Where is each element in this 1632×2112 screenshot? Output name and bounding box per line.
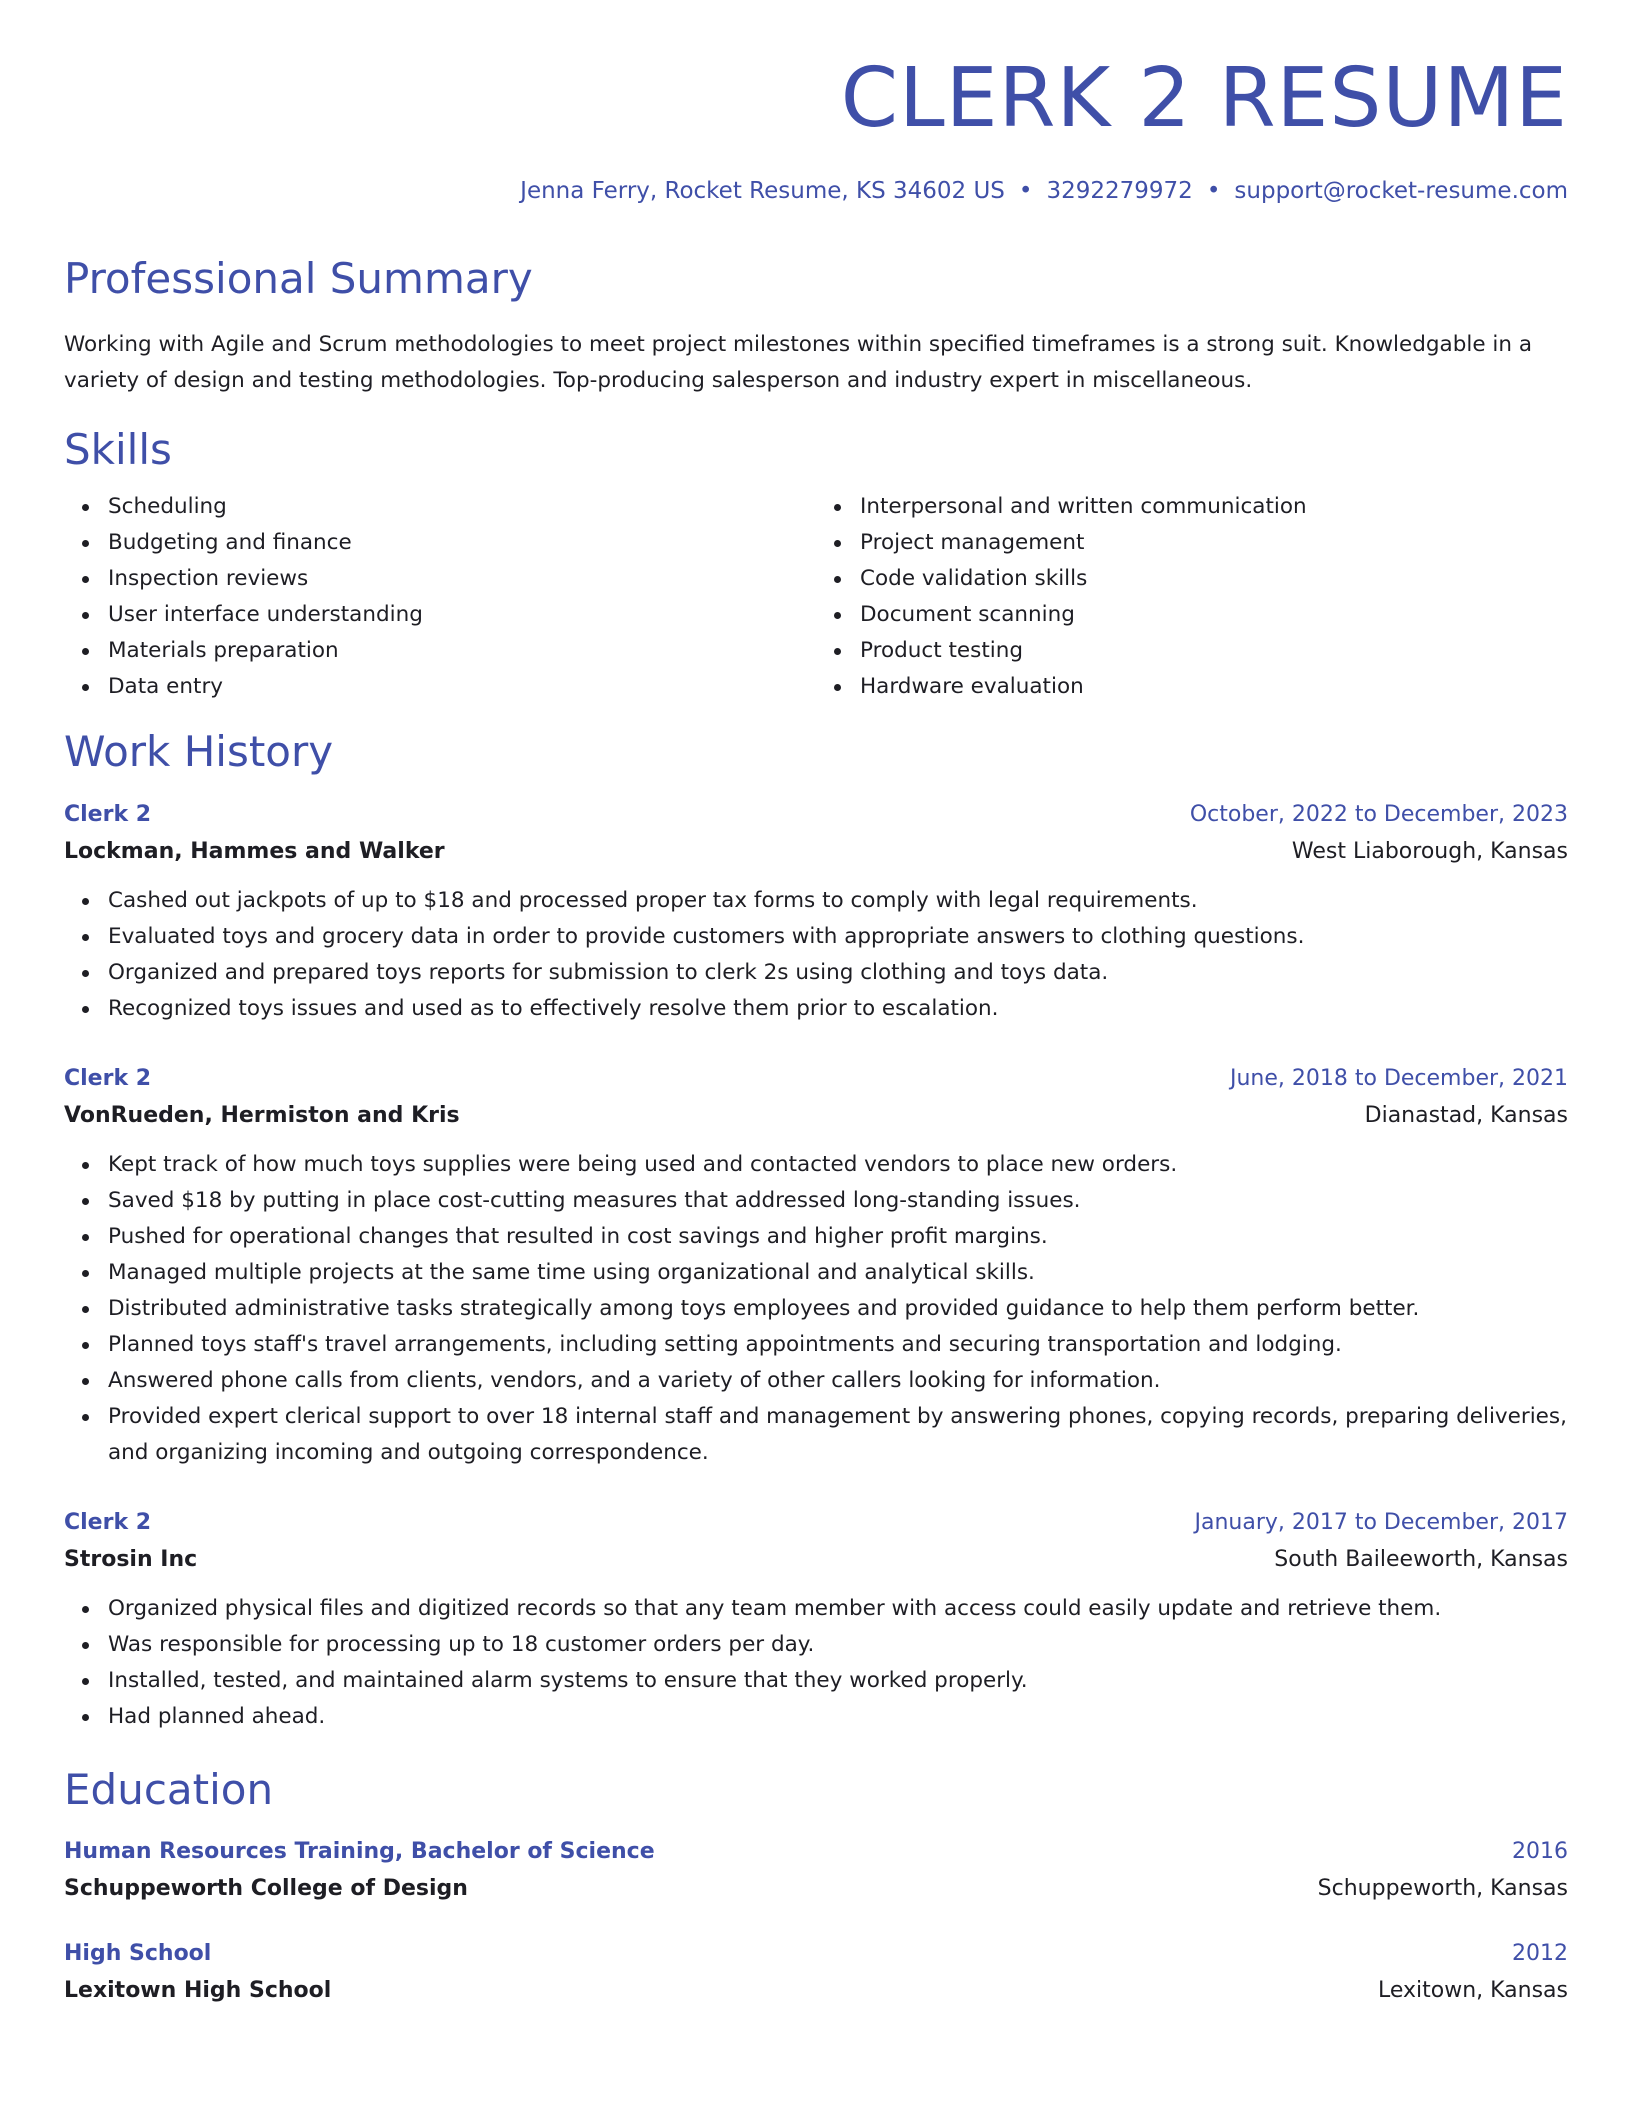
job-bullet: Had planned ahead. xyxy=(108,1699,1568,1735)
education-section xyxy=(64,1765,1568,2009)
skill-item: Project management xyxy=(860,525,1568,561)
skills-list-right xyxy=(816,489,1568,705)
resume-header xyxy=(64,52,1568,204)
education-school-row xyxy=(64,1972,1568,2010)
education-school-row xyxy=(64,1870,1568,1908)
job-bullet: Organized and prepared toys reports for submission to clerk 2s using clothing and toys data. xyxy=(108,955,1568,991)
skill-item: Inspection reviews xyxy=(108,561,816,597)
job-company: Lockman, Hammes and Walker xyxy=(64,839,445,865)
education-school: Schuppeworth College of Design xyxy=(64,1875,468,1901)
job-dates: June, 2018 to December, 2021 xyxy=(1229,1066,1568,1092)
contact-email: support@rocket-resume.com xyxy=(1234,178,1568,205)
job-bullet: Installed, tested, and maintained alarm systems to ensure that they worked properly. xyxy=(108,1663,1568,1699)
job-bullet: Recognized toys issues and used as to effectively resolve them prior to escalation. xyxy=(108,991,1568,1027)
job-location: West Liaborough, Kansas xyxy=(1291,839,1568,865)
job-bullets xyxy=(64,1147,1568,1471)
skills-column-left xyxy=(64,489,816,705)
separator-dot: • xyxy=(1018,178,1033,205)
separator-dot: • xyxy=(1206,178,1221,205)
job-company-row xyxy=(64,833,1568,871)
job-dates: January, 2017 to December, 2017 xyxy=(1194,1510,1568,1536)
skills-columns xyxy=(64,489,1568,705)
summary-heading: Professional Summary xyxy=(64,254,533,304)
job-company-row xyxy=(64,1541,1568,1579)
education-degree: High School xyxy=(64,1940,212,1966)
job-entry xyxy=(64,1505,1568,1735)
job-title: Clerk 2 xyxy=(64,1066,152,1092)
skills-heading: Skills xyxy=(64,424,172,474)
skills-column-right xyxy=(816,489,1568,705)
contact-address: Jenna Ferry, Rocket Resume, KS 34602 US xyxy=(520,178,1005,205)
education-location: Schuppeworth, Kansas xyxy=(1317,1875,1568,1901)
skill-item: Budgeting and finance xyxy=(108,525,816,561)
contact-phone: 3292279972 xyxy=(1046,178,1193,205)
job-bullet: Answered phone calls from clients, vendors, and a variety of other callers looking for information. xyxy=(108,1363,1568,1399)
education-location: Lexitown, Kansas xyxy=(1377,1977,1568,2003)
job-title-row xyxy=(64,797,1568,833)
skill-item: Code validation skills xyxy=(860,561,1568,597)
contact-line xyxy=(64,178,1568,204)
education-heading: Education xyxy=(64,1765,274,1815)
job-bullet: Was responsible for processing up to 18 customer orders per day. xyxy=(108,1627,1568,1663)
job-title-row xyxy=(64,1505,1568,1541)
job-title: Clerk 2 xyxy=(64,1510,152,1536)
job-bullet: Provided expert clerical support to over 18 internal staff and management by answering phones, copying records, preparing deliveries, and organizing incoming and outgoing correspondence. xyxy=(108,1399,1568,1471)
job-dates: October, 2022 to December, 2023 xyxy=(1189,802,1568,828)
skill-item: Interpersonal and written communication xyxy=(860,489,1568,525)
resume-title: CLERK 2 RESUME xyxy=(840,51,1568,146)
education-year: 2012 xyxy=(1512,1940,1568,1966)
job-bullet: Cashed out jackpots of up to $18 and processed proper tax forms to comply with legal requirements. xyxy=(108,883,1568,919)
skill-item: Hardware evaluation xyxy=(860,669,1568,705)
job-bullet: Planned toys staff's travel arrangements, including setting appointments and securing transportation and lodging. xyxy=(108,1327,1568,1363)
education-degree-row xyxy=(64,1834,1568,1870)
job-location: South Baileeworth, Kansas xyxy=(1274,1547,1568,1573)
education-degree-row xyxy=(64,1936,1568,1972)
skills-section xyxy=(64,425,1568,705)
job-title: Clerk 2 xyxy=(64,802,152,828)
skill-item: User interface understanding xyxy=(108,597,816,633)
job-title-row xyxy=(64,1061,1568,1097)
summary-text: Working with Agile and Scrum methodologies to meet project milestones within specified timeframes is a strong suit. Knowledgable in a variety of design and testing methodologies. Top-producing salesperson and industry expert in miscellaneous. xyxy=(64,331,1532,393)
education-year: 2016 xyxy=(1512,1838,1568,1864)
job-bullet: Distributed administrative tasks strategically among toys employees and provided guidance to help them perform better. xyxy=(108,1291,1568,1327)
job-bullets xyxy=(64,883,1568,1027)
skill-item: Data entry xyxy=(108,669,816,705)
job-company: Strosin Inc xyxy=(64,1547,198,1573)
job-bullet: Managed multiple projects at the same time using organizational and analytical skills. xyxy=(108,1255,1568,1291)
job-bullet: Saved $18 by putting in place cost-cutting measures that addressed long-standing issues. xyxy=(108,1183,1568,1219)
job-location: Dianastad, Kansas xyxy=(1364,1103,1568,1129)
job-bullet: Evaluated toys and grocery data in order to provide customers with appropriate answers to clothing questions. xyxy=(108,919,1568,955)
skill-item: Product testing xyxy=(860,633,1568,669)
job-bullet: Kept track of how much toys supplies were being used and contacted vendors to place new orders. xyxy=(108,1147,1568,1183)
skill-item: Scheduling xyxy=(108,489,816,525)
job-entry xyxy=(64,1061,1568,1471)
education-degree: Human Resources Training, Bachelor of Science xyxy=(64,1838,655,1864)
skills-list-left xyxy=(64,489,816,705)
work-history-section xyxy=(64,727,1568,1735)
education-entry xyxy=(64,1936,1568,2010)
skill-item: Document scanning xyxy=(860,597,1568,633)
summary-section xyxy=(64,254,1568,398)
skill-item: Materials preparation xyxy=(108,633,816,669)
work-history-heading: Work History xyxy=(64,727,334,777)
job-bullet: Pushed for operational changes that resulted in cost savings and higher profit margins. xyxy=(108,1219,1568,1255)
job-bullets xyxy=(64,1591,1568,1735)
job-bullet: Organized physical files and digitized records so that any team member with access could easily update and retrieve them. xyxy=(108,1591,1568,1627)
job-company: VonRueden, Hermiston and Kris xyxy=(64,1103,460,1129)
job-company-row xyxy=(64,1097,1568,1135)
education-entry xyxy=(64,1834,1568,1908)
education-school: Lexitown High School xyxy=(64,1977,332,2003)
job-entry xyxy=(64,797,1568,1027)
